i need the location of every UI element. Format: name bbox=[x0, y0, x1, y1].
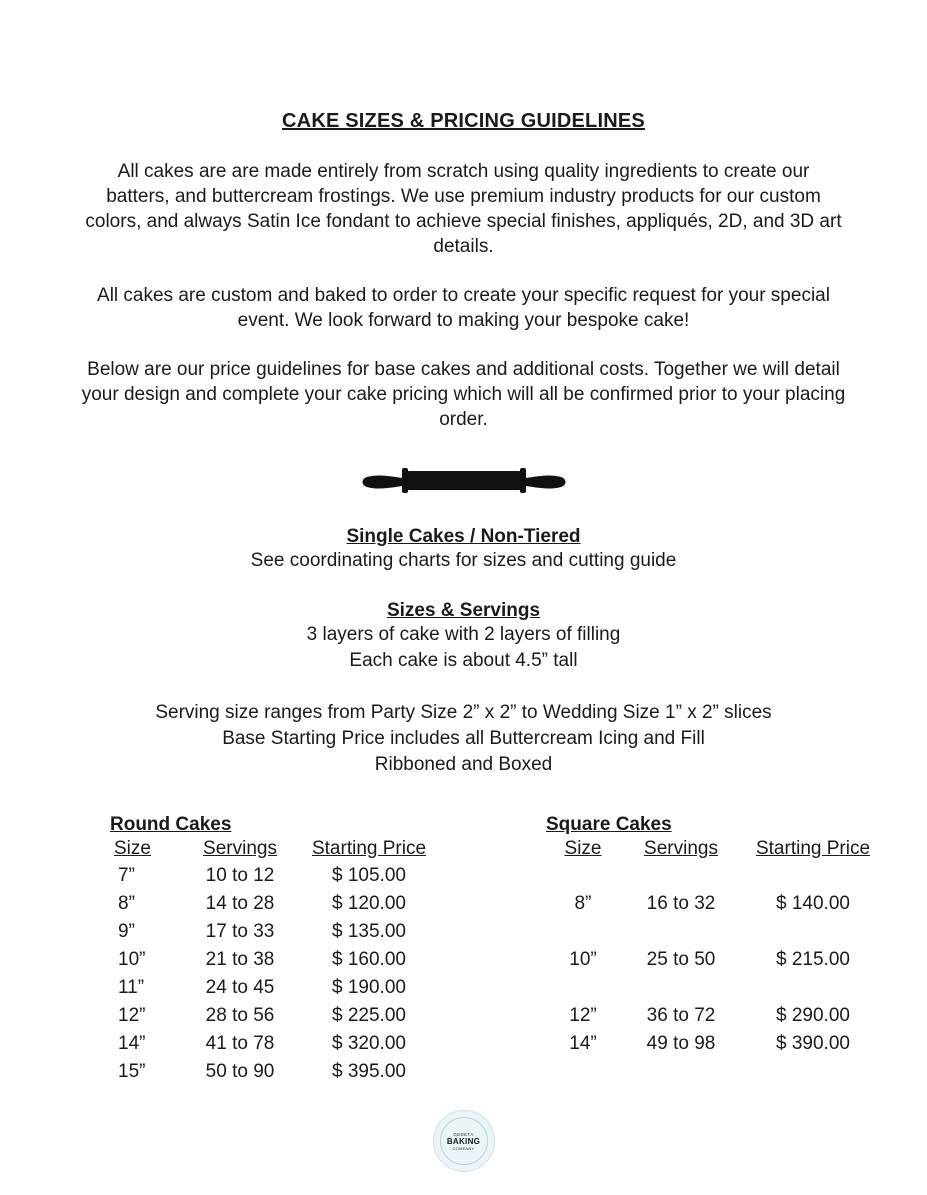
cell-servings bbox=[620, 974, 742, 1002]
table-row bbox=[546, 862, 884, 890]
table-row bbox=[546, 918, 884, 946]
cell-price: $ 190.00 bbox=[332, 977, 406, 998]
intro-paragraph-3: Below are our price guidelines for base cakes and additional costs. Together we will detail your design and complete your cake pricing which will all be confirmed prior to your placing order. bbox=[81, 359, 846, 430]
divider-graphic bbox=[0, 432, 927, 516]
square-cakes-table-block bbox=[546, 814, 906, 1086]
table-row bbox=[546, 890, 884, 918]
logo-line-1: GEDETA bbox=[453, 1131, 474, 1137]
cell-size: 7” bbox=[118, 865, 135, 886]
table-row bbox=[546, 974, 884, 1002]
table-row bbox=[110, 1058, 440, 1086]
cell-size: 10” bbox=[118, 949, 146, 970]
cell-price bbox=[742, 862, 884, 890]
round-cakes-title: Round Cakes bbox=[110, 814, 232, 835]
page-title: CAKE SIZES & PRICING GUIDELINES bbox=[282, 110, 645, 132]
cell-price: $ 140.00 bbox=[776, 893, 850, 914]
single-cakes-subtitle: See coordinating charts for sizes and cutting guide bbox=[250, 550, 677, 571]
cell-size: 14” bbox=[118, 1033, 146, 1054]
square-cakes-title: Square Cakes bbox=[546, 814, 672, 835]
intro-paragraph-1: All cakes are are made entirely from scratch using quality ingredients to create our batters, and buttercream frostings. We use premium industry products for our custom colors, and always Satin Ice fondant to achieve special finishes, appliqués, 2D, and 3D art details. bbox=[85, 161, 842, 257]
cell-servings: 36 to 72 bbox=[646, 1005, 716, 1026]
cell-price: $ 215.00 bbox=[776, 949, 850, 970]
table-row bbox=[546, 946, 884, 974]
round-header-size: Size bbox=[114, 838, 151, 859]
cell-servings: 16 to 32 bbox=[646, 893, 716, 914]
cell-size: 11” bbox=[118, 977, 145, 998]
sizes-servings-line-2: Each cake is about 4.5” tall bbox=[349, 650, 578, 671]
sizes-servings-heading: Sizes & Servings bbox=[386, 600, 541, 621]
intro-paragraph-2: All cakes are custom and baked to order to create your specific request for your special event. We look forward to making your bespoke cake! bbox=[97, 285, 830, 331]
sizes-servings-line-1: 3 layers of cake with 2 layers of filling bbox=[306, 624, 621, 645]
round-cakes-table bbox=[110, 838, 440, 1086]
table-row bbox=[110, 862, 440, 890]
single-cakes-section bbox=[0, 516, 927, 574]
table-row bbox=[110, 1030, 440, 1058]
cell-servings: 49 to 98 bbox=[646, 1033, 716, 1054]
cell-servings: 24 to 45 bbox=[205, 977, 275, 998]
serving-notes-section bbox=[0, 674, 927, 778]
table-row bbox=[546, 1002, 884, 1030]
table-row bbox=[110, 890, 440, 918]
cell-price: $ 225.00 bbox=[332, 1005, 406, 1026]
table-row bbox=[110, 918, 440, 946]
cell-servings bbox=[620, 918, 742, 946]
cell-price: $ 390.00 bbox=[776, 1033, 850, 1054]
round-header-servings: Servings bbox=[203, 838, 277, 859]
bakery-logo-icon bbox=[433, 1110, 495, 1172]
cell-size bbox=[546, 918, 620, 946]
cell-servings: 50 to 90 bbox=[205, 1061, 275, 1082]
cell-servings: 25 to 50 bbox=[646, 949, 716, 970]
cell-price bbox=[742, 918, 884, 946]
square-cakes-table bbox=[546, 838, 884, 1058]
cell-servings: 17 to 33 bbox=[205, 921, 275, 942]
cell-servings: 14 to 28 bbox=[205, 893, 275, 914]
cell-size: 14” bbox=[569, 1033, 597, 1054]
cell-size bbox=[546, 974, 620, 1002]
serving-note-2: Base Starting Price includes all Buttercream Icing and Fill bbox=[222, 728, 705, 749]
cell-servings: 10 to 12 bbox=[205, 865, 275, 886]
cell-size: 8” bbox=[118, 893, 135, 914]
square-header-size: Size bbox=[564, 838, 602, 859]
brand-logo-wrap bbox=[0, 1110, 927, 1195]
round-header-price: Starting Price bbox=[311, 838, 427, 859]
cell-servings: 21 to 38 bbox=[205, 949, 275, 970]
cell-size: 15” bbox=[118, 1061, 146, 1082]
cell-size: 10” bbox=[569, 949, 597, 970]
cell-price: $ 160.00 bbox=[332, 949, 406, 970]
table-row bbox=[110, 974, 440, 1002]
cell-size: 12” bbox=[569, 1005, 597, 1026]
table-header-row bbox=[546, 838, 884, 862]
rolling-pin-icon bbox=[359, 464, 569, 500]
round-cakes-table-block bbox=[110, 814, 440, 1086]
table-row bbox=[110, 1002, 440, 1030]
cell-price: $ 135.00 bbox=[332, 921, 406, 942]
table-row bbox=[546, 1030, 884, 1058]
table-header-row bbox=[110, 838, 440, 862]
cell-price bbox=[742, 974, 884, 1002]
single-cakes-heading: Single Cakes / Non-Tiered bbox=[346, 526, 581, 547]
cell-size: 12” bbox=[118, 1005, 146, 1026]
cell-price: $ 120.00 bbox=[332, 893, 406, 914]
serving-note-1: Serving size ranges from Party Size 2” x 2” to Wedding Size 1” x 2” slices bbox=[155, 702, 772, 723]
cell-price: $ 395.00 bbox=[332, 1061, 406, 1082]
cell-size: 8” bbox=[574, 893, 592, 914]
logo-line-2: BAKING bbox=[446, 1136, 481, 1146]
cell-size: 9” bbox=[118, 921, 135, 942]
table-row bbox=[110, 946, 440, 974]
cell-servings bbox=[620, 862, 742, 890]
cell-price: $ 105.00 bbox=[332, 865, 406, 886]
square-header-price: Starting Price bbox=[755, 838, 871, 859]
square-header-servings: Servings bbox=[644, 838, 718, 859]
sizes-servings-section bbox=[0, 574, 927, 674]
serving-note-3: Ribboned and Boxed bbox=[374, 754, 553, 775]
pricing-tables bbox=[0, 814, 927, 1086]
cell-servings: 41 to 78 bbox=[205, 1033, 275, 1054]
logo-line-3: COMPANY bbox=[452, 1145, 475, 1151]
cell-price: $ 320.00 bbox=[332, 1033, 406, 1054]
cell-price: $ 290.00 bbox=[776, 1005, 850, 1026]
cell-size bbox=[546, 862, 620, 890]
cell-servings: 28 to 56 bbox=[205, 1005, 275, 1026]
